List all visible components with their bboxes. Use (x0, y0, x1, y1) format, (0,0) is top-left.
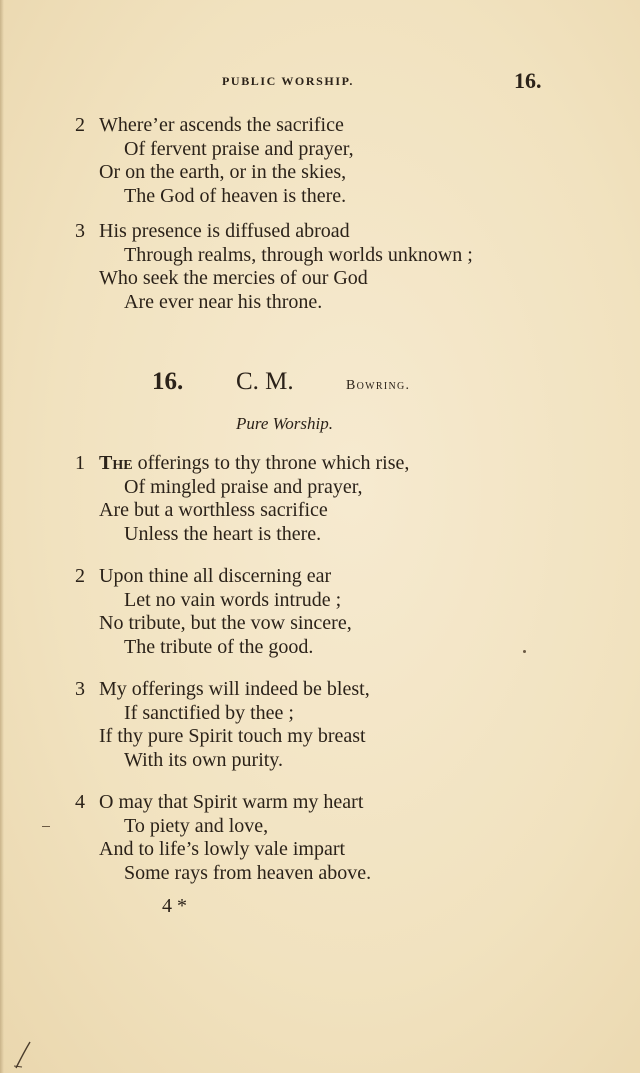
stanza-number: 3 (75, 678, 85, 700)
verse-line: To piety and love, (124, 814, 269, 837)
verse-line: If sanctified by thee ; (124, 701, 294, 724)
stanza-number: 4 (75, 791, 85, 813)
verse-line: Who seek the mercies of our God (99, 267, 368, 289)
verse-line: Of fervent praise and prayer, (124, 137, 354, 160)
verse-line: offerings to thy throne which rise, (132, 452, 410, 474)
verse-line: Are ever near his throne. (124, 290, 323, 313)
running-head: PUBLIC WORSHIP. (222, 74, 355, 88)
hymn-number: 16. (152, 368, 184, 395)
stanza (75, 565, 352, 659)
verse-line: Of mingled praise and prayer, (124, 475, 363, 498)
verse-line: Are but a worthless sacrifice (99, 499, 328, 521)
hymn-heading (152, 368, 410, 396)
stanza (75, 114, 354, 208)
page-edge (0, 0, 4, 1073)
verse-line: Unless the heart is there. (124, 522, 322, 545)
pencil-mark (12, 1040, 36, 1070)
page-number: 16. (514, 68, 542, 93)
verse-line: Through realms, through worlds unknown ; (124, 243, 473, 266)
verse-line: O may that Spirit warm my heart (99, 791, 364, 813)
signature-mark: 4 * (162, 895, 187, 917)
stanza-number: 3 (75, 220, 85, 242)
verse-line: Upon thine all discerning ear (99, 565, 332, 587)
stanza (75, 220, 473, 314)
stray-dot (523, 650, 526, 653)
stanza-number: 2 (75, 565, 85, 587)
verse-line: If thy pure Spirit touch my breast (99, 725, 366, 747)
verse-line: The God of heaven is there. (124, 184, 347, 207)
first-word: The (99, 452, 133, 474)
verse-line: And to life’s lowly vale impart (99, 838, 346, 860)
verse-line: With its own purity. (124, 748, 284, 771)
stanza-number: 2 (75, 114, 85, 136)
stanza-number: 1 (75, 452, 85, 474)
stanza (75, 678, 370, 772)
verse-line: No tribute, but the vow sincere, (99, 612, 352, 634)
hymn-meter: C. M. (236, 368, 294, 395)
stray-mark (42, 826, 50, 827)
verse-line: His presence is diffused abroad (99, 220, 350, 242)
hymn-title: Pure Worship. (236, 414, 333, 433)
verse-line: Or on the earth, or in the skies, (99, 161, 347, 183)
verse-line: Where’er ascends the sacrifice (99, 114, 344, 136)
verse-line: Let no vain words intrude ; (124, 588, 342, 611)
verse-line: My offerings will indeed be blest, (99, 678, 370, 700)
verse-line: Some rays from heaven above. (124, 861, 372, 884)
hymn-author: Bowring. (346, 378, 411, 393)
stanza (75, 452, 409, 546)
stanza (75, 791, 371, 885)
verse-line: The tribute of the good. (124, 635, 314, 658)
